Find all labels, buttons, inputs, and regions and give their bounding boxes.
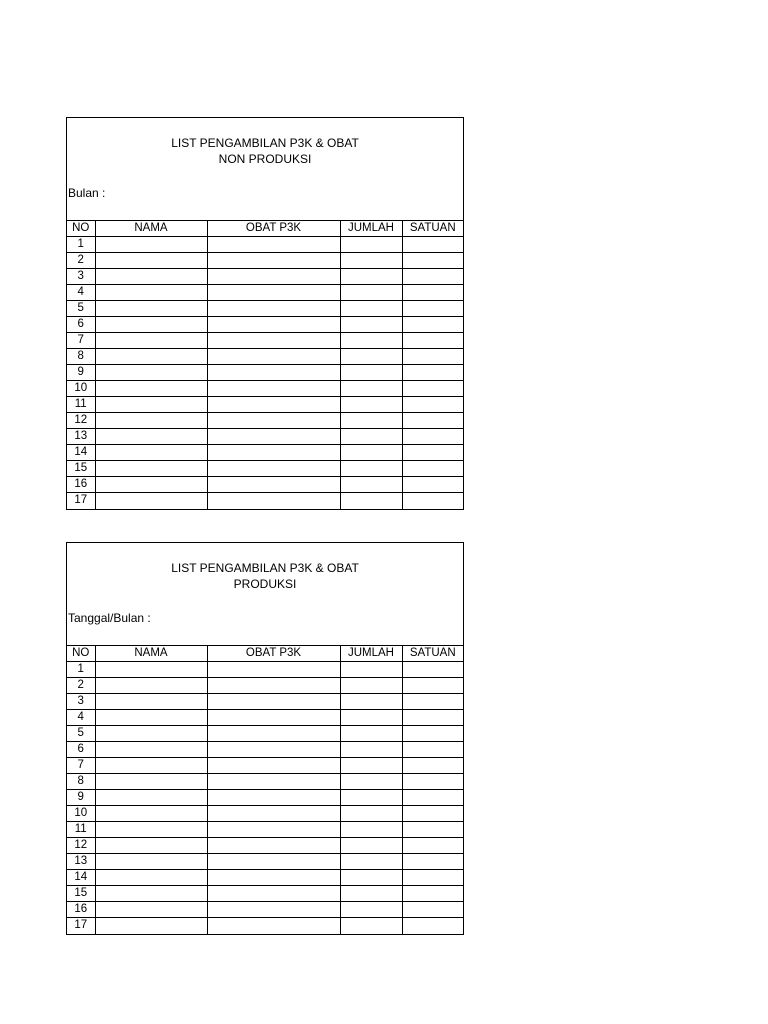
cell-obat-p3k[interactable]	[207, 774, 340, 790]
cell-no: 3	[67, 269, 95, 285]
cell-no: 15	[67, 886, 95, 902]
cell-satuan[interactable]	[402, 365, 463, 381]
table-row	[67, 253, 463, 269]
cell-nama[interactable]	[95, 742, 207, 758]
cell-satuan[interactable]	[402, 413, 463, 429]
cell-obat-p3k[interactable]	[207, 902, 340, 918]
column-header-obat-p3k: OBAT P3K	[207, 221, 340, 237]
cell-obat-p3k[interactable]	[207, 429, 340, 445]
cell-satuan[interactable]	[402, 429, 463, 445]
cell-jumlah[interactable]	[340, 918, 402, 934]
table-row	[67, 397, 463, 413]
table-row	[67, 838, 463, 854]
cell-jumlah[interactable]	[340, 822, 402, 838]
column-header-satuan: SATUAN	[402, 646, 463, 662]
cell-satuan[interactable]	[402, 301, 463, 317]
table-row	[67, 790, 463, 806]
cell-nama[interactable]	[95, 445, 207, 461]
column-header-satuan: SATUAN	[402, 221, 463, 237]
cell-obat-p3k[interactable]	[207, 317, 340, 333]
cell-no: 6	[67, 317, 95, 333]
cell-nama[interactable]	[95, 694, 207, 710]
cell-satuan[interactable]	[402, 397, 463, 413]
cell-nama[interactable]	[95, 237, 207, 253]
sheet-header	[67, 543, 463, 645]
table-row	[67, 301, 463, 317]
column-header-jumlah: JUMLAH	[340, 221, 402, 237]
cell-obat-p3k[interactable]	[207, 445, 340, 461]
cell-nama[interactable]	[95, 381, 207, 397]
table-row	[67, 269, 463, 285]
cell-jumlah[interactable]	[340, 413, 402, 429]
table-row	[67, 726, 463, 742]
table-row	[67, 237, 463, 253]
cell-no: 1	[67, 662, 95, 678]
table-row	[67, 822, 463, 838]
cell-satuan[interactable]	[402, 317, 463, 333]
form-sheet-non-produksi	[66, 117, 464, 510]
cell-obat-p3k[interactable]	[207, 349, 340, 365]
cell-satuan[interactable]	[402, 774, 463, 790]
cell-satuan[interactable]	[402, 662, 463, 678]
cell-obat-p3k[interactable]	[207, 870, 340, 886]
cell-obat-p3k[interactable]	[207, 838, 340, 854]
sheet-title: LIST PENGAMBILAN P3K & OBAT	[171, 136, 359, 150]
cell-jumlah[interactable]	[340, 253, 402, 269]
cell-satuan[interactable]	[402, 333, 463, 349]
period-label: Tanggal/Bulan :	[68, 611, 151, 625]
cell-jumlah[interactable]	[340, 774, 402, 790]
cell-jumlah[interactable]	[340, 285, 402, 301]
cell-no: 16	[67, 902, 95, 918]
cell-satuan[interactable]	[402, 477, 463, 493]
cell-no: 5	[67, 301, 95, 317]
cell-obat-p3k[interactable]	[207, 301, 340, 317]
cell-nama[interactable]	[95, 726, 207, 742]
cell-satuan[interactable]	[402, 253, 463, 269]
cell-nama[interactable]	[95, 758, 207, 774]
cell-nama[interactable]	[95, 870, 207, 886]
table-row	[67, 710, 463, 726]
cell-jumlah[interactable]	[340, 678, 402, 694]
cell-nama[interactable]	[95, 269, 207, 285]
cell-jumlah[interactable]	[340, 365, 402, 381]
cell-no: 13	[67, 429, 95, 445]
cell-nama[interactable]	[95, 838, 207, 854]
cell-jumlah[interactable]	[340, 886, 402, 902]
cell-obat-p3k[interactable]	[207, 381, 340, 397]
cell-jumlah[interactable]	[340, 838, 402, 854]
cell-no: 7	[67, 333, 95, 349]
cell-obat-p3k[interactable]	[207, 461, 340, 477]
cell-nama[interactable]	[95, 301, 207, 317]
cell-obat-p3k[interactable]	[207, 662, 340, 678]
cell-no: 6	[67, 742, 95, 758]
cell-obat-p3k[interactable]	[207, 397, 340, 413]
cell-obat-p3k[interactable]	[207, 822, 340, 838]
cell-obat-p3k[interactable]	[207, 694, 340, 710]
cell-satuan[interactable]	[402, 758, 463, 774]
cell-no: 14	[67, 445, 95, 461]
table-row	[67, 886, 463, 902]
cell-satuan[interactable]	[402, 838, 463, 854]
cell-jumlah[interactable]	[340, 269, 402, 285]
cell-satuan[interactable]	[402, 269, 463, 285]
cell-jumlah[interactable]	[340, 694, 402, 710]
cell-jumlah[interactable]	[340, 477, 402, 493]
cell-no: 11	[67, 397, 95, 413]
cell-satuan[interactable]	[402, 806, 463, 822]
cell-obat-p3k[interactable]	[207, 726, 340, 742]
cell-satuan[interactable]	[402, 790, 463, 806]
cell-satuan[interactable]	[402, 710, 463, 726]
cell-nama[interactable]	[95, 822, 207, 838]
cell-satuan[interactable]	[402, 445, 463, 461]
cell-no: 14	[67, 870, 95, 886]
table-row	[67, 758, 463, 774]
cell-jumlah[interactable]	[340, 445, 402, 461]
cell-jumlah[interactable]	[340, 790, 402, 806]
cell-no: 9	[67, 365, 95, 381]
table-header-row	[67, 221, 463, 237]
cell-satuan[interactable]	[402, 918, 463, 934]
table-row	[67, 694, 463, 710]
period-label: Bulan :	[68, 186, 106, 200]
table-row	[67, 918, 463, 934]
table-row	[67, 902, 463, 918]
cell-no: 17	[67, 918, 95, 934]
cell-jumlah[interactable]	[340, 726, 402, 742]
column-header-nama: NAMA	[95, 646, 207, 662]
cell-no: 16	[67, 477, 95, 493]
cell-satuan[interactable]	[402, 694, 463, 710]
cell-satuan[interactable]	[402, 870, 463, 886]
cell-nama[interactable]	[95, 790, 207, 806]
cell-satuan[interactable]	[402, 285, 463, 301]
cell-satuan[interactable]	[402, 493, 463, 509]
cell-nama[interactable]	[95, 493, 207, 509]
table-row	[67, 870, 463, 886]
cell-nama[interactable]	[95, 710, 207, 726]
table-row	[67, 413, 463, 429]
cell-satuan[interactable]	[402, 349, 463, 365]
cell-jumlah[interactable]	[340, 902, 402, 918]
cell-nama[interactable]	[95, 918, 207, 934]
cell-obat-p3k[interactable]	[207, 493, 340, 509]
table-row	[67, 742, 463, 758]
cell-nama[interactable]	[95, 854, 207, 870]
cell-no: 17	[67, 493, 95, 509]
cell-nama[interactable]	[95, 806, 207, 822]
cell-nama[interactable]	[95, 429, 207, 445]
sheet-subtitle: PRODUKSI	[233, 577, 297, 591]
cell-no: 4	[67, 710, 95, 726]
cell-no: 12	[67, 413, 95, 429]
cell-nama[interactable]	[95, 886, 207, 902]
cell-no: 10	[67, 806, 95, 822]
cell-jumlah[interactable]	[340, 333, 402, 349]
cell-nama[interactable]	[95, 253, 207, 269]
records-table	[67, 645, 463, 934]
cell-satuan[interactable]	[402, 902, 463, 918]
table-header-row	[67, 646, 463, 662]
cell-no: 9	[67, 790, 95, 806]
cell-no: 13	[67, 854, 95, 870]
column-header-nama: NAMA	[95, 221, 207, 237]
cell-no: 1	[67, 237, 95, 253]
cell-obat-p3k[interactable]	[207, 854, 340, 870]
cell-satuan[interactable]	[402, 237, 463, 253]
cell-jumlah[interactable]	[340, 349, 402, 365]
cell-nama[interactable]	[95, 333, 207, 349]
cell-obat-p3k[interactable]	[207, 678, 340, 694]
cell-jumlah[interactable]	[340, 237, 402, 253]
cell-nama[interactable]	[95, 461, 207, 477]
cell-obat-p3k[interactable]	[207, 253, 340, 269]
cell-obat-p3k[interactable]	[207, 477, 340, 493]
form-sheet-produksi	[66, 542, 464, 935]
column-header-no: NO	[67, 221, 95, 237]
cell-obat-p3k[interactable]	[207, 918, 340, 934]
cell-no: 12	[67, 838, 95, 854]
cell-nama[interactable]	[95, 365, 207, 381]
cell-obat-p3k[interactable]	[207, 806, 340, 822]
column-header-jumlah: JUMLAH	[340, 646, 402, 662]
table-row	[67, 662, 463, 678]
cell-no: 3	[67, 694, 95, 710]
cell-jumlah[interactable]	[340, 397, 402, 413]
cell-obat-p3k[interactable]	[207, 413, 340, 429]
cell-jumlah[interactable]	[340, 461, 402, 477]
cell-satuan[interactable]	[402, 822, 463, 838]
cell-jumlah[interactable]	[340, 493, 402, 509]
cell-jumlah[interactable]	[340, 870, 402, 886]
cell-nama[interactable]	[95, 317, 207, 333]
column-header-obat-p3k: OBAT P3K	[207, 646, 340, 662]
cell-nama[interactable]	[95, 774, 207, 790]
column-header-no: NO	[67, 646, 95, 662]
cell-nama[interactable]	[95, 349, 207, 365]
sheet-header	[67, 118, 463, 220]
cell-no: 8	[67, 349, 95, 365]
cell-jumlah[interactable]	[340, 301, 402, 317]
cell-obat-p3k[interactable]	[207, 333, 340, 349]
cell-nama[interactable]	[95, 413, 207, 429]
cell-obat-p3k[interactable]	[207, 790, 340, 806]
cell-satuan[interactable]	[402, 381, 463, 397]
cell-no: 11	[67, 822, 95, 838]
cell-no: 4	[67, 285, 95, 301]
table-row	[67, 317, 463, 333]
cell-nama[interactable]	[95, 678, 207, 694]
cell-no: 2	[67, 678, 95, 694]
cell-jumlah[interactable]	[340, 381, 402, 397]
cell-jumlah[interactable]	[340, 317, 402, 333]
table-row	[67, 429, 463, 445]
cell-jumlah[interactable]	[340, 758, 402, 774]
cell-obat-p3k[interactable]	[207, 886, 340, 902]
table-row	[67, 854, 463, 870]
table-row	[67, 349, 463, 365]
cell-satuan[interactable]	[402, 678, 463, 694]
cell-jumlah[interactable]	[340, 742, 402, 758]
table-row	[67, 461, 463, 477]
table-row	[67, 493, 463, 509]
cell-jumlah[interactable]	[340, 710, 402, 726]
cell-nama[interactable]	[95, 285, 207, 301]
cell-nama[interactable]	[95, 902, 207, 918]
cell-nama[interactable]	[95, 397, 207, 413]
cell-obat-p3k[interactable]	[207, 285, 340, 301]
table-row	[67, 774, 463, 790]
sheet-title: LIST PENGAMBILAN P3K & OBAT	[171, 561, 359, 575]
table-row	[67, 445, 463, 461]
cell-obat-p3k[interactable]	[207, 269, 340, 285]
cell-satuan[interactable]	[402, 886, 463, 902]
cell-jumlah[interactable]	[340, 854, 402, 870]
table-row	[67, 365, 463, 381]
table-row	[67, 806, 463, 822]
cell-jumlah[interactable]	[340, 662, 402, 678]
cell-obat-p3k[interactable]	[207, 742, 340, 758]
cell-no: 7	[67, 758, 95, 774]
cell-obat-p3k[interactable]	[207, 758, 340, 774]
cell-no: 5	[67, 726, 95, 742]
cell-no: 8	[67, 774, 95, 790]
sheet-subtitle: NON PRODUKSI	[218, 152, 312, 166]
table-row	[67, 285, 463, 301]
table-row	[67, 477, 463, 493]
cell-nama[interactable]	[95, 477, 207, 493]
cell-jumlah[interactable]	[340, 806, 402, 822]
cell-no: 2	[67, 253, 95, 269]
cell-no: 10	[67, 381, 95, 397]
cell-obat-p3k[interactable]	[207, 710, 340, 726]
cell-obat-p3k[interactable]	[207, 365, 340, 381]
cell-obat-p3k[interactable]	[207, 237, 340, 253]
cell-nama[interactable]	[95, 662, 207, 678]
records-table	[67, 220, 463, 509]
cell-satuan[interactable]	[402, 854, 463, 870]
cell-jumlah[interactable]	[340, 429, 402, 445]
cell-satuan[interactable]	[402, 726, 463, 742]
cell-satuan[interactable]	[402, 461, 463, 477]
cell-satuan[interactable]	[402, 742, 463, 758]
cell-no: 15	[67, 461, 95, 477]
table-row	[67, 333, 463, 349]
table-row	[67, 678, 463, 694]
table-row	[67, 381, 463, 397]
